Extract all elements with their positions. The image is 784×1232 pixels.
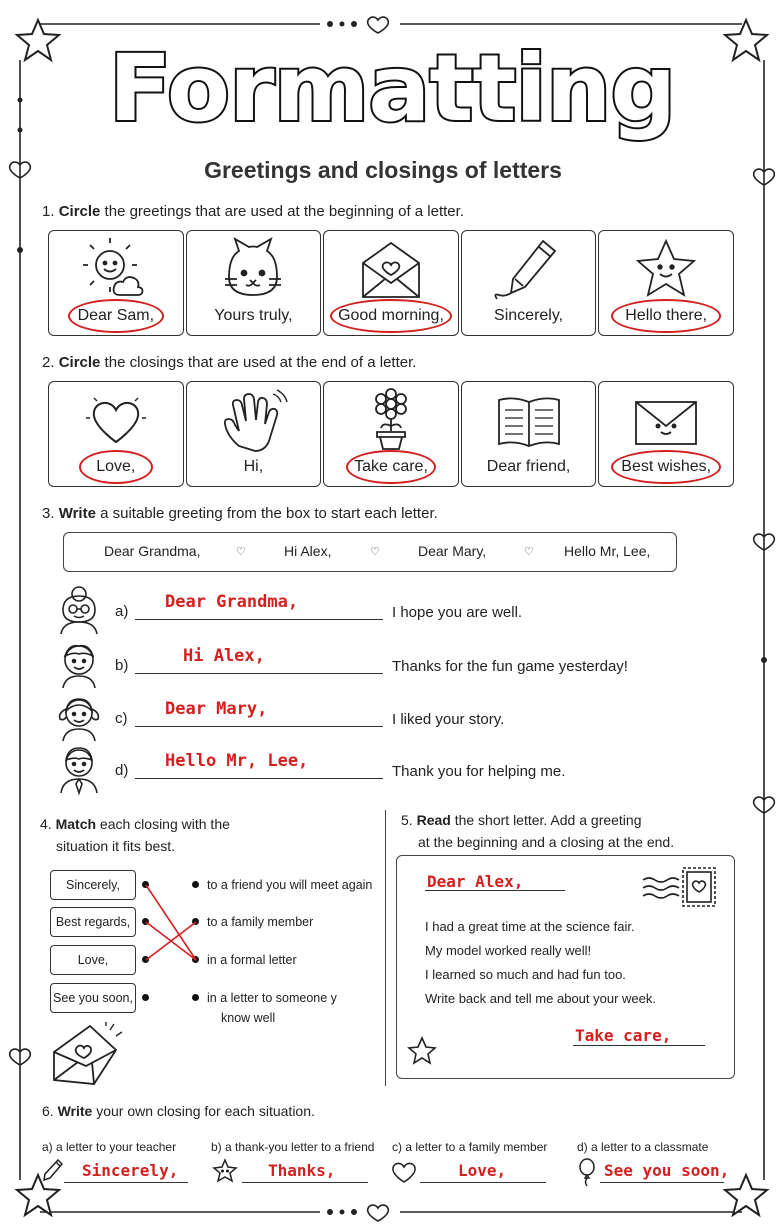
answer-line bbox=[420, 1182, 546, 1183]
short-letter-box bbox=[396, 855, 735, 1079]
q6-label-d: d) a letter to a classmate bbox=[577, 1140, 709, 1154]
q4-instruction: 4. Match each closing with the bbox=[40, 816, 230, 832]
letter-closing-answer: Take care, bbox=[575, 1026, 672, 1045]
match-right-item: in a formal letter bbox=[207, 953, 297, 967]
page-subtitle: Greetings and closings of letters bbox=[204, 157, 562, 183]
match-right-item: in a letter to someone y bbox=[207, 991, 337, 1005]
sentence-text: I liked your story. bbox=[392, 711, 505, 728]
q6-label-a: a) a letter to your teacher bbox=[42, 1140, 177, 1154]
row-letter: c) bbox=[115, 710, 128, 727]
answer-line bbox=[425, 890, 565, 891]
sentence-text: I hope you are well. bbox=[392, 604, 523, 621]
q6-answer-b: Thanks, bbox=[268, 1161, 336, 1180]
q4-instruction-line2: situation it fits best. bbox=[56, 838, 176, 854]
word-box-item: Dear Mary, bbox=[418, 543, 487, 559]
star-face-icon bbox=[212, 1158, 238, 1184]
card-label: Sincerely, bbox=[494, 307, 564, 324]
row-letter: b) bbox=[115, 657, 129, 674]
heart-icon: ♡ bbox=[370, 546, 380, 558]
section-divider bbox=[385, 810, 386, 1086]
card-label: Dear Sam, bbox=[77, 307, 155, 324]
q6-label-c: c) a letter to a family member bbox=[392, 1140, 548, 1154]
letter-greeting-answer: Dear Alex, bbox=[427, 872, 524, 891]
card-label: Hi, bbox=[243, 458, 264, 475]
q6-answer-a: Sincerely, bbox=[82, 1161, 179, 1180]
match-right-item: to a friend you will meet again bbox=[207, 878, 373, 892]
answer-line bbox=[573, 1045, 705, 1046]
sentence-text: Thanks for the fun game yesterday! bbox=[392, 658, 628, 675]
match-left-sincerely[interactable]: Sincerely, bbox=[50, 870, 136, 900]
card-label: Best wishes, bbox=[621, 458, 712, 475]
letter-body-line: Write back and tell me about your week. bbox=[425, 991, 656, 1006]
card-label: Good morning, bbox=[338, 307, 444, 324]
match-right-item-cont: know well bbox=[221, 1011, 276, 1025]
word-box-item: Dear Grandma, bbox=[104, 543, 201, 559]
card-label: Love, bbox=[96, 458, 136, 475]
answer-text: Hello Mr, Lee, bbox=[165, 751, 309, 771]
match-left-best-regards[interactable]: Best regards, bbox=[50, 907, 136, 937]
q6-label-b: b) a thank-you letter to a friend bbox=[211, 1140, 375, 1154]
answer-text: Dear Mary, bbox=[165, 699, 268, 719]
q3-instruction: 3. Write a suitable greeting from the box to start each letter. bbox=[42, 505, 438, 522]
answer-line bbox=[64, 1182, 188, 1183]
row-letter: a) bbox=[115, 603, 129, 620]
q5-instruction-line2: at the beginning and a closing at the end. bbox=[418, 834, 675, 850]
answer-text: Hi Alex, bbox=[183, 646, 265, 666]
card-label: Take care, bbox=[354, 458, 428, 475]
q6-answer-d: See you soon, bbox=[604, 1161, 730, 1180]
q6-answer-c: Love, bbox=[458, 1161, 507, 1180]
q1-instruction: 1. Circle the greetings that are used at the beginning of a letter. bbox=[42, 203, 464, 220]
card-label: Dear friend, bbox=[486, 458, 571, 475]
heart-icon: ♡ bbox=[236, 546, 246, 558]
pencil-icon bbox=[42, 1158, 64, 1184]
match-right-item: to a family member bbox=[207, 915, 314, 929]
answer-line bbox=[242, 1182, 368, 1183]
q6-instruction: 6. Write your own closing for each situation. bbox=[42, 1103, 315, 1119]
letter-body-line: I had a great time at the science fair. bbox=[425, 919, 635, 934]
row-letter: d) bbox=[115, 762, 129, 779]
love-letter-icon bbox=[50, 1022, 130, 1090]
q5-instruction: 5. Read the short letter. Add a greeting bbox=[401, 812, 642, 828]
balloon-icon bbox=[576, 1158, 598, 1186]
word-box-item: Hi Alex, bbox=[284, 543, 332, 559]
card-label: Hello there, bbox=[625, 307, 708, 324]
postage-stamp-icon bbox=[641, 864, 721, 914]
sentence-text: Thank you for helping me. bbox=[392, 763, 566, 780]
word-box-item: Hello Mr, Lee, bbox=[564, 543, 651, 559]
match-left-see-you-soon[interactable]: See you soon, bbox=[50, 983, 136, 1013]
match-left-love[interactable]: Love, bbox=[50, 945, 136, 975]
letter-body-line: I learned so much and had fun too. bbox=[425, 967, 626, 982]
page-title: Formatting bbox=[108, 35, 676, 142]
star-icon bbox=[407, 1036, 437, 1066]
answer-text: Dear Grandma, bbox=[165, 592, 299, 612]
answer-line bbox=[600, 1182, 724, 1183]
q2-instruction: 2. Circle the closings that are used at the end of a letter. bbox=[42, 354, 417, 371]
heart-icon: ♡ bbox=[524, 546, 534, 558]
letter-body-line: My model worked really well! bbox=[425, 943, 592, 958]
card-label: Yours truly, bbox=[214, 307, 293, 324]
heart-icon bbox=[391, 1160, 417, 1184]
